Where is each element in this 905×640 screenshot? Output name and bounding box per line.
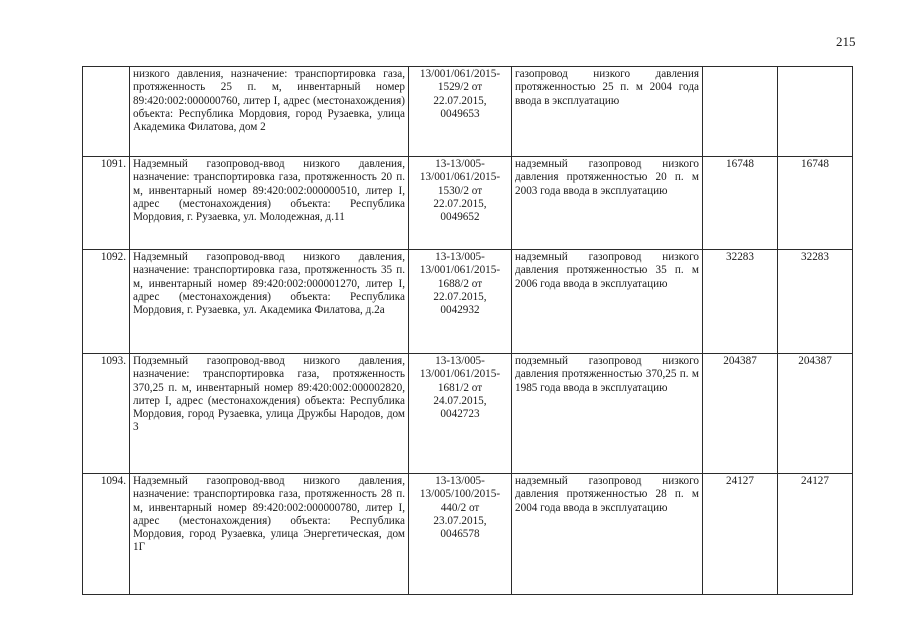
registry-table	[82, 66, 853, 595]
table-row	[83, 474, 853, 595]
row-number: 1094.	[83, 474, 130, 595]
registration-line: 22.07.2015,	[433, 94, 487, 107]
row-number: 1093.	[83, 354, 130, 474]
registration-line: 13/001/061/2015-	[419, 68, 501, 80]
row-number: 1091.	[83, 157, 130, 250]
registration-record	[409, 67, 512, 157]
registration-line: 13/001/061/2015-	[419, 264, 501, 277]
registration-record	[409, 354, 512, 474]
registration-record	[409, 250, 512, 354]
registration-line: 1681/2 от	[437, 381, 483, 394]
registration-line: 22.07.2015,	[433, 197, 487, 210]
registration-line: 440/2 от	[440, 501, 480, 514]
registration-line: 1688/2 от	[437, 277, 483, 290]
registration-line: 13-13/005-	[435, 251, 485, 263]
object-characteristics: надземный газопровод низкого давления протяженностью 35 п. м 2006 года ввода в эксплуатацию	[512, 250, 703, 354]
row-number: 1092.	[83, 250, 130, 354]
object-characteristics: надземный газопровод низкого давления протяженностью 28 п. м 2004 года ввода в эксплуатацию	[512, 474, 703, 595]
registration-line: 13/005/100/2015-	[419, 488, 501, 501]
row-number	[83, 67, 130, 157]
object-characteristics: надземный газопровод низкого давления протяженностью 20 п. м 2003 года ввода в эксплуатацию	[512, 157, 703, 250]
registration-line: 13-13/005-	[435, 158, 485, 170]
registration-line: 0046578	[440, 528, 480, 541]
registration-record	[409, 474, 512, 595]
registration-line: 23.07.2015,	[433, 514, 487, 527]
registration-line: 13/001/061/2015-	[419, 368, 501, 381]
table-row	[83, 250, 853, 354]
object-description: низкого давления, назначение: транспортировка газа, протяженность 25 п. м, инвентарный номер 89:420:002:000000760, литер I, адрес (местонахождения) объекта: Республика Мордовия, город Рузаевка, улица Академика Филатова, дом 2	[130, 67, 409, 157]
value-cell: 32283	[778, 250, 853, 354]
value-cell	[778, 67, 853, 157]
table-row	[83, 67, 853, 157]
registration-line: 1529/2 от	[437, 81, 483, 94]
registration-record	[409, 157, 512, 250]
registration-line: 0049652	[440, 211, 480, 224]
registration-line: 13-13/005-	[435, 355, 485, 367]
registration-line: 13-13/005-	[435, 475, 485, 487]
value-cell	[703, 67, 778, 157]
object-characteristics: подземный газопровод низкого давления протяженностью 370,25 п. м 1985 года ввода в эксплуатацию	[512, 354, 703, 474]
registration-line: 22.07.2015,	[433, 290, 487, 303]
value-cell: 24127	[703, 474, 778, 595]
registration-line: 0042723	[440, 408, 480, 421]
value-cell: 32283	[703, 250, 778, 354]
value-cell: 204387	[703, 354, 778, 474]
table-row	[83, 157, 853, 250]
value-cell: 16748	[703, 157, 778, 250]
registration-line: 0042932	[440, 304, 480, 317]
registration-line: 24.07.2015,	[433, 394, 487, 407]
object-description: Подземный газопровод-ввод низкого давления, назначение: транспортировка газа, протяженность 370,25 п. м, инвентарный номер 89:420:002:000002820, литер I, адрес (местонахождения) объекта: Республика Мордовия, город Рузаевка, улица Дружбы Народов, дом 3	[130, 354, 409, 474]
registration-line: 13/001/061/2015-	[419, 171, 501, 184]
value-cell: 204387	[778, 354, 853, 474]
object-description: Надземный газопровод-ввод низкого давления, назначение: транспортировка газа, протяженность 28 п. м, инвентарный номер 89:420:002:000000780, литер I, адрес (местонахождения) объекта: Республика Мордовия, город Рузаевка, улица Энергетическая, дом 1Г	[130, 474, 409, 595]
value-cell: 24127	[778, 474, 853, 595]
value-cell: 16748	[778, 157, 853, 250]
registration-line: 1530/2 от	[437, 184, 483, 197]
object-description: Надземный газопровод-ввод низкого давления, назначение: транспортировка газа, протяженность 20 п. м, инвентарный номер 89:420:002:000000510, литер I, адрес (местонахождения) объекта: Республика Мордовия, г. Рузаевка, ул. Молодежная, д.11	[130, 157, 409, 250]
table-row	[83, 354, 853, 474]
object-characteristics: газопровод низкого давления протяженностью 25 п. м 2004 года ввода в эксплуатацию	[512, 67, 703, 157]
page-number: 215	[836, 34, 856, 49]
object-description: Надземный газопровод-ввод низкого давления, назначение: транспортировка газа, протяженность 35 п. м, инвентарный номер 89:420:002:000001270, литер I, адрес (местонахождения) объекта: Республика Мордовия, г. Рузаевка, ул. Академика Филатова, д.2а	[130, 250, 409, 354]
registration-line: 0049653	[440, 107, 480, 120]
